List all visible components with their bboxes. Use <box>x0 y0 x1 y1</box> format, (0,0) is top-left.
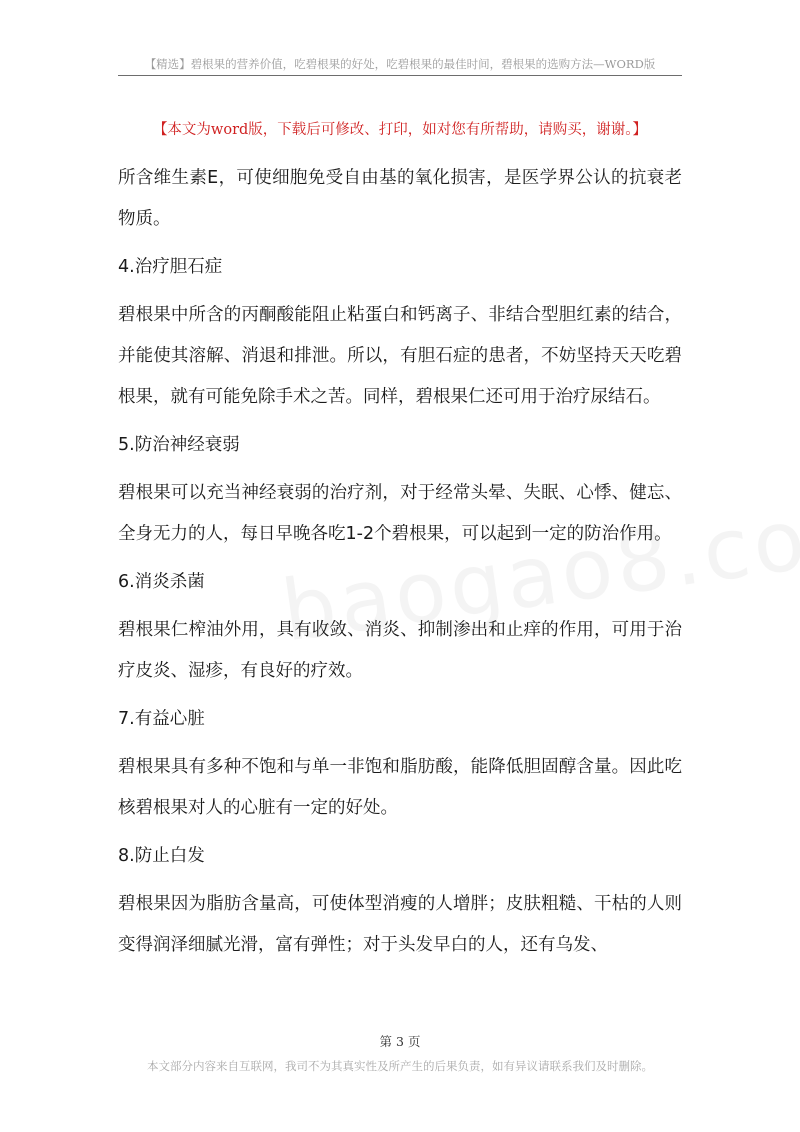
purchase-notice: 【本文为word版，下载后可修改、打印，如对您有所帮助，请购买，谢谢。】 <box>152 122 648 138</box>
running-header: 【精选】碧根果的营养价值，吃碧根果的好处，吃碧根果的最佳时间，碧根果的选购方法—WORD版 <box>144 57 656 71</box>
section-heading: 5.防治神经衰弱 <box>118 435 240 455</box>
disclaimer-footer: 本文部分内容来自互联网，我司不为其真实性及所产生的后果负责，如有异议请联系我们及时删除。 <box>147 1059 653 1073</box>
paragraph: 碧根果仁榨油外用，具有收敛、消炎、抑制渗出和止痒的作用，可用于治疗皮炎、湿疹，有良好的疗效。 <box>118 620 682 681</box>
paragraph: 碧根果具有多种不饱和与单一非饱和脂肪酸，能降低胆固醇含量。因此吃核碧根果对人的心脏有一定的好处。 <box>118 757 682 818</box>
section-heading: 7.有益心脏 <box>118 709 205 729</box>
section-heading: 4.治疗胆石症 <box>118 257 223 277</box>
paragraph: 所含维生素E，可使细胞免受自由基的氧化损害，是医学界公认的抗衰老物质。 <box>118 168 682 229</box>
page-number: 第 3 页 <box>379 1034 421 1049</box>
paragraph: 碧根果因为脂肪含量高，可使体型消瘦的人增胖；皮肤粗糙、干枯的人则变得润泽细腻光滑，富有弹性；对于头发早白的人，还有乌发、 <box>118 894 682 955</box>
section-heading: 8.防止白发 <box>118 846 205 866</box>
document-body <box>118 158 682 973</box>
paragraph: 碧根果可以充当神经衰弱的治疗剂，对于经常头晕、失眠、心悸、健忘、全身无力的人，每日早晚各吃1-2个碧根果，可以起到一定的防治作用。 <box>118 483 682 544</box>
header-divider <box>118 75 682 76</box>
paragraph: 碧根果中所含的丙酮酸能阻止粘蛋白和钙离子、非结合型胆红素的结合，并能使其溶解、消退和排泄。所以，有胆石症的患者，不妨坚持天天吃碧根果，就有可能免除手术之苦。同样，碧根果仁还可用于治疗尿结石。 <box>118 305 682 407</box>
section-heading: 6.消炎杀菌 <box>118 572 205 592</box>
